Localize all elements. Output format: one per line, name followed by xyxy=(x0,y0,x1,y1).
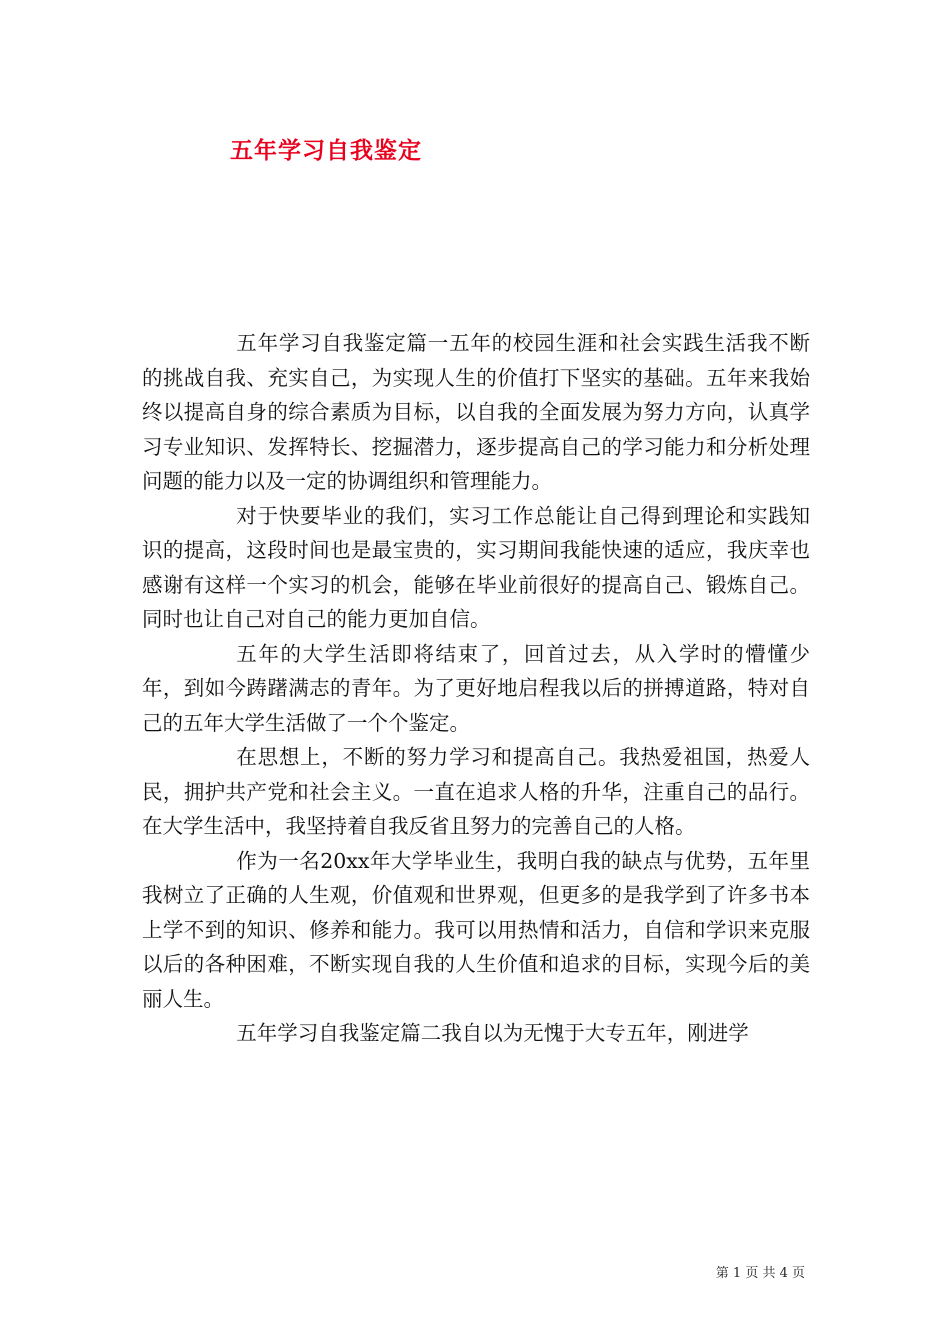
document-title: 五年学习自我鉴定 xyxy=(230,137,422,164)
paragraph-3: 五年的大学生活即将结束了，回首过去，从入学时的懵懂少年，到如今踌躇满志的青年。为了更好地启程我以后的拼搏道路，特对自己的五年大学生活做了一个个鉴定。 xyxy=(142,641,810,735)
paragraph-6: 五年学习自我鉴定篇二我自以为无愧于大专五年，刚进学 xyxy=(236,1021,749,1045)
paragraph-1: 五年学习自我鉴定篇一五年的校园生涯和社会实践生活我不断的挑战自我、充实自己，为实现人生的价值打下坚实的基础。五年来我始终以提高自身的综合素质为目标，以自我的全面发展为努力方向，认真学习专业知识、发挥特长、挖掘潜力，逐步提高自己的学习能力和分析处理问题的能力以及一定的协调组织和管理能力。 xyxy=(142,331,810,493)
paragraph-4: 在思想上，不断的努力学习和提高自己。我热爱祖国，热爱人民，拥护共产党和社会主义。一直在追求人格的升华，注重自己的品行。在大学生活中，我坚持着自我反省且努力的完善自己的人格。 xyxy=(142,745,810,838)
page-number-footer: 第 1 页 共 4 页 xyxy=(715,1266,805,1281)
paragraph-5: 作为一名20xx年大学毕业生，我明白我的缺点与优势，五年里我树立了正确的人生观，价值观和世界观，但更多的是我学到了许多书本上学不到的知识、修养和能力。我可以用热情和活力，自信和学识来克服以后的各种困难，不断实现自我的人生价值和追求的目标，实现今后的美丽人生。 xyxy=(142,848,810,1011)
paragraph-2: 对于快要毕业的我们，实习工作总能让自己得到理论和实践知识的提高，这段时间也是最宝贵的，实习期间我能快速的适应，我庆幸也感谢有这样一个实习的机会，能够在毕业前很好的提高自己、锻炼自己。同时也让自己对自己的能力更加自信。 xyxy=(142,503,810,631)
document-body xyxy=(142,326,810,1051)
